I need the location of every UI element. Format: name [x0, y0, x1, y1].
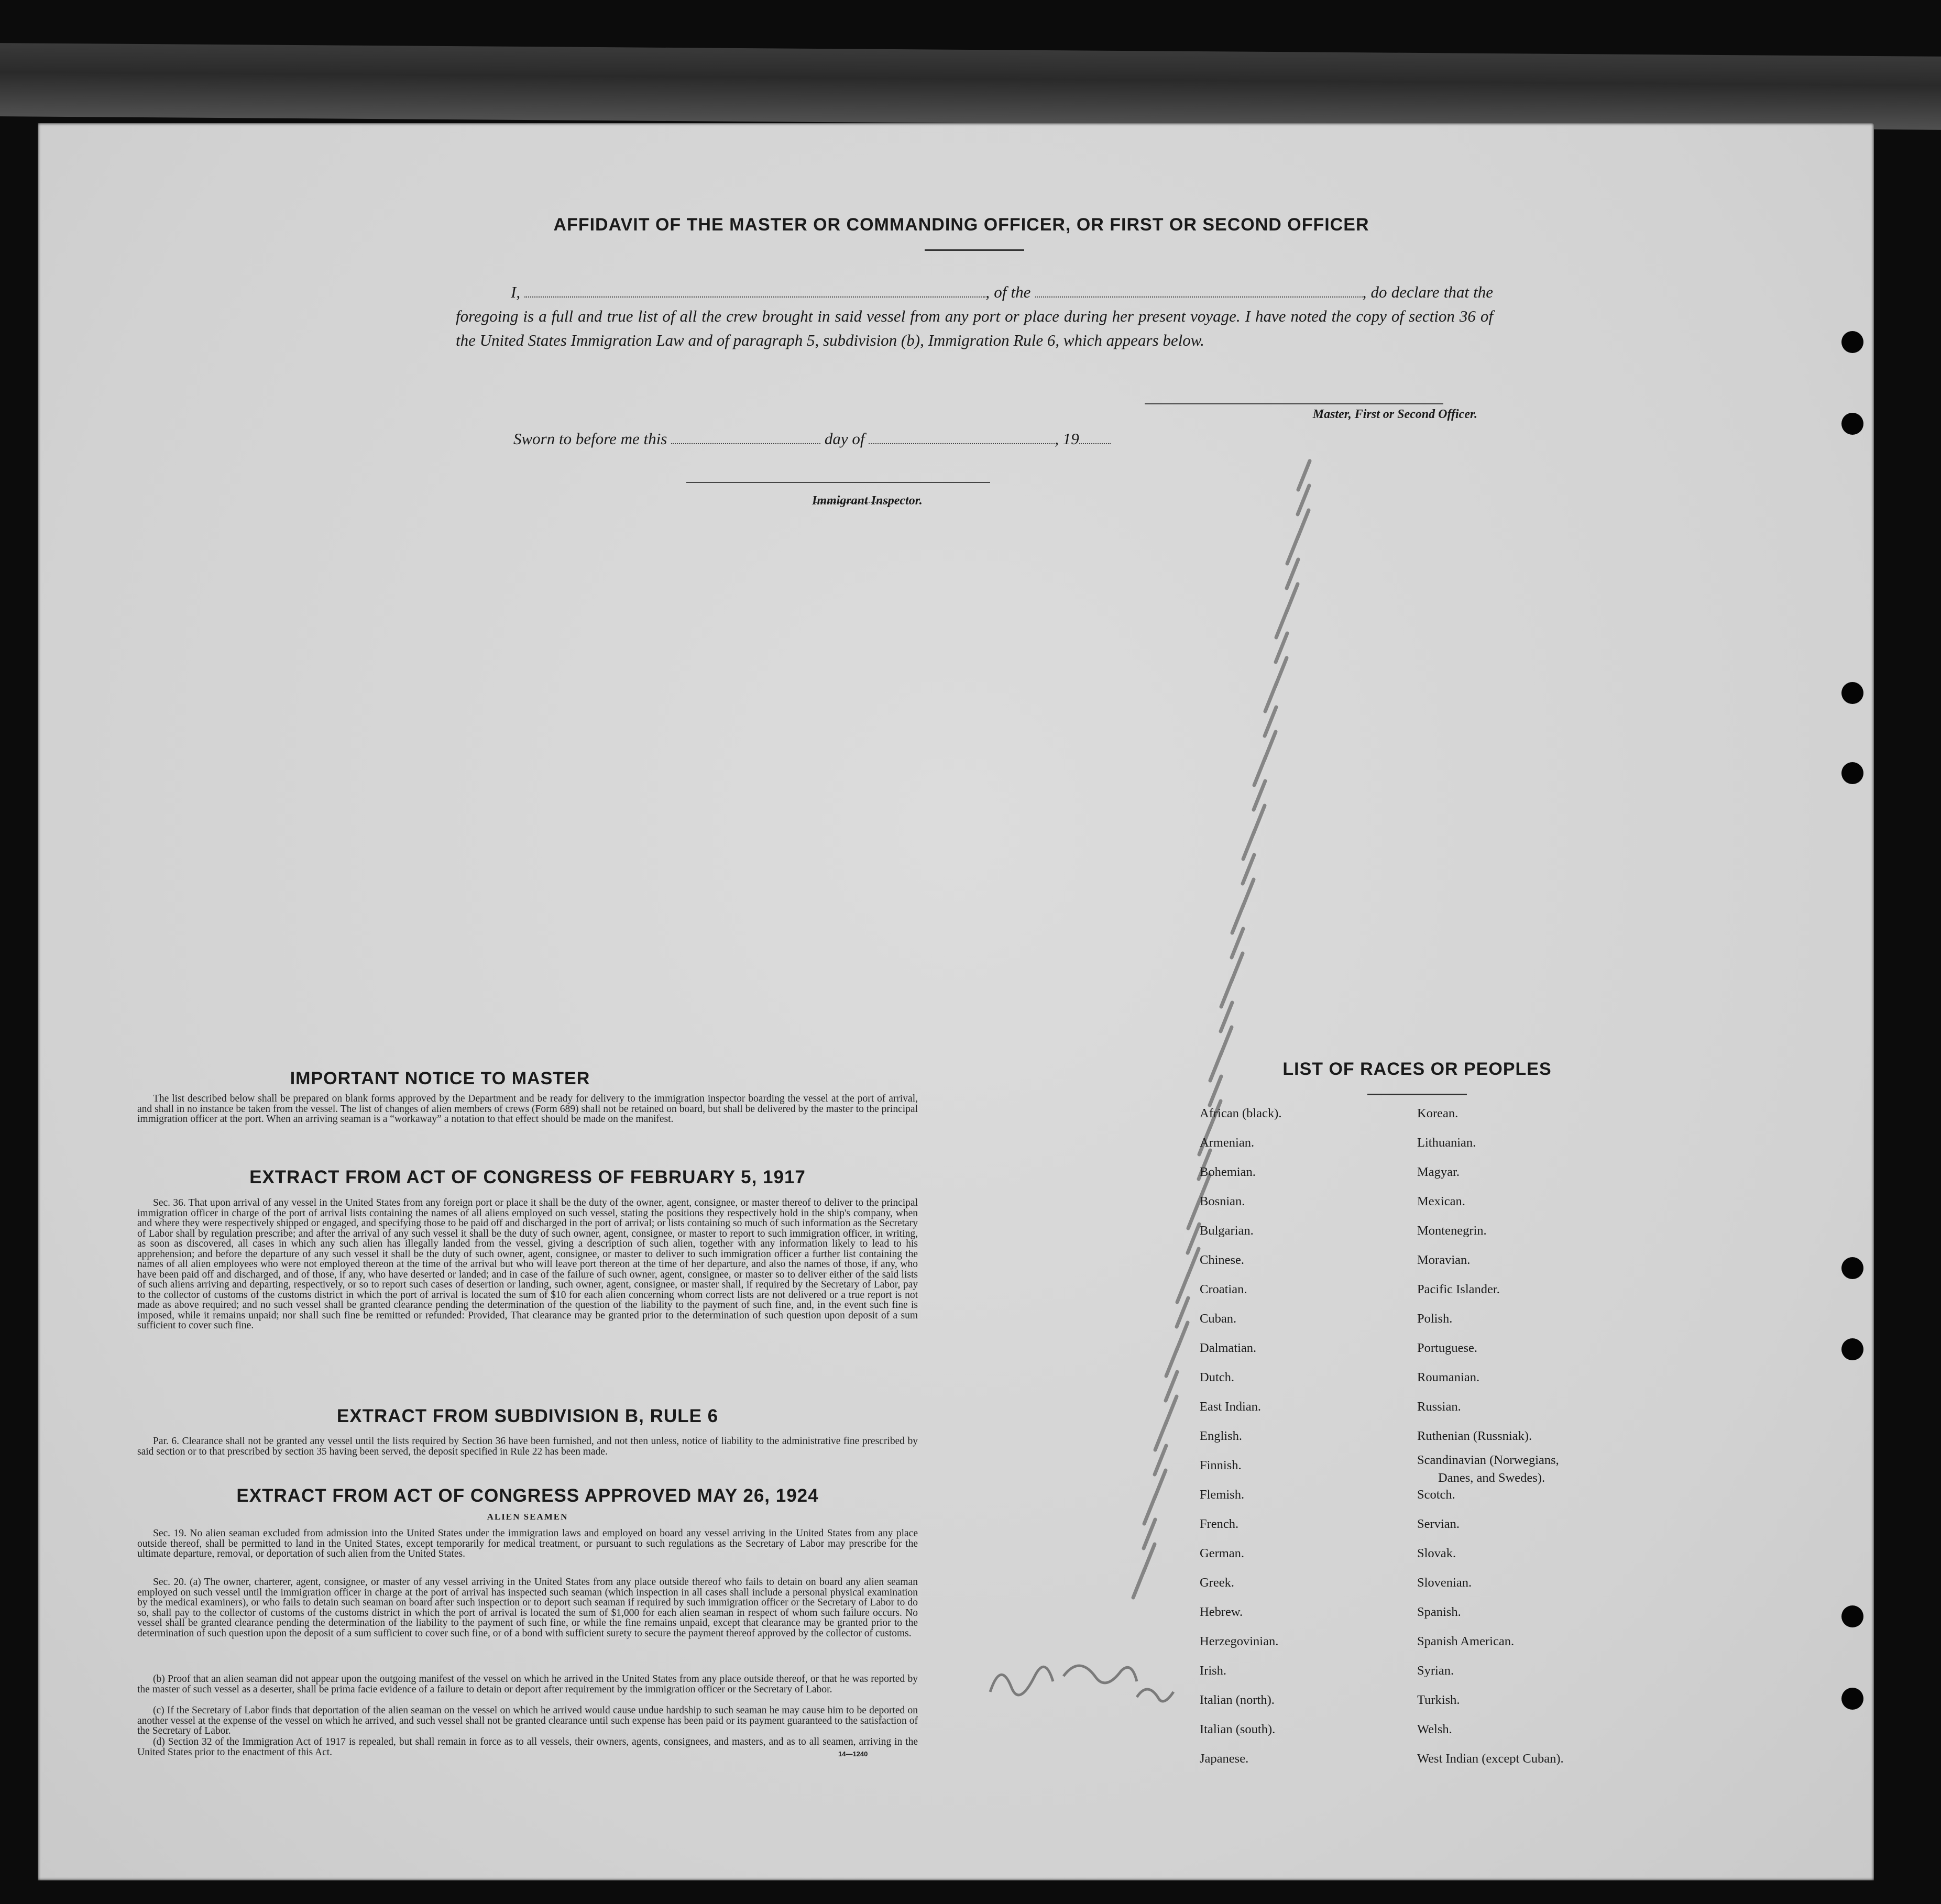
race-item: Scotch.	[1417, 1488, 1455, 1502]
race-item: Bosnian.	[1200, 1194, 1245, 1208]
race-item: Armenian.	[1200, 1136, 1255, 1150]
inspector-signature-line[interactable]	[686, 482, 990, 483]
race-item: Chinese.	[1200, 1253, 1245, 1267]
vessel-field[interactable]	[1035, 283, 1363, 298]
race-item: Welsh.	[1417, 1722, 1452, 1736]
race-item: Croatian.	[1200, 1282, 1247, 1296]
notice-text: The list described below shall be prepared on blank forms approved by the Department and be ready for delivery to the immigration inspector boarding the vessel at the port of arrival, and shall in no instance be taken from the vessel. The list of changes of alien members of crews (Form 689) shall not be retained on board, but shall be delivered by the master to the principal immigration officer at the port. When an arriving seaman is a “workaway” a notation to that effect should be made on the manifest.	[137, 1093, 918, 1125]
sworn-prefix: Sworn to before me this	[513, 430, 667, 448]
punch-hole	[1841, 1605, 1863, 1627]
race-item: Spanish American.	[1417, 1634, 1515, 1648]
race-item: Servian.	[1417, 1517, 1460, 1531]
extract-rule6-title: EXTRACT FROM SUBDIVISION B, RULE 6	[336, 1406, 719, 1426]
section-19-text: Sec. 19. No alien seaman excluded from admission into the United States under the immigration laws and employed on board any vessel arriving in the United States from any place outside thereof, shall be permitted to land in the United States, except temporarily for medical treatment, or pursuant to such regulations as the Secretary of Labor may prescribe for the ultimate departure, removal, or deportation of such alien from the United States.	[137, 1528, 918, 1559]
race-item: Korean.	[1417, 1106, 1459, 1120]
sworn-day-field[interactable]	[671, 430, 820, 444]
race-item: Ruthenian (Russniak).	[1417, 1429, 1532, 1443]
race-item: Moravian.	[1417, 1253, 1471, 1267]
sworn-month-field[interactable]	[869, 430, 1055, 444]
races-title-rule	[1367, 1094, 1467, 1095]
do-declare-label: , do declare	[1362, 283, 1440, 301]
race-item: Pacific Islander.	[1417, 1282, 1500, 1296]
race-item: Bohemian.	[1200, 1165, 1256, 1179]
race-item: Russian.	[1417, 1400, 1461, 1414]
extract-1924-title: EXTRACT FROM ACT OF CONGRESS APPROVED MAY 26, 1924	[236, 1485, 819, 1506]
extract-1917-title: EXTRACT FROM ACT OF CONGRESS OF FEBRUARY 5, 1917	[249, 1167, 806, 1187]
race-item: Polish.	[1417, 1312, 1453, 1326]
race-item: Portuguese.	[1417, 1341, 1477, 1355]
sworn-line	[513, 430, 1247, 448]
affidavit-declaration	[456, 280, 1493, 353]
race-item: Italian (south).	[1200, 1722, 1276, 1736]
race-item: Roumanian.	[1417, 1370, 1480, 1384]
race-item: Japanese.	[1200, 1752, 1249, 1766]
race-item: French.	[1200, 1517, 1239, 1531]
section-20c-text: (c) If the Secretary of Labor finds that deportation of the alien seaman on the vessel on which he arrived would cause undue hardship to such seaman he may cause him to be deported on another vessel at the expense of the vessel on which he arrived, and such vessel shall not be granted clearance until such expense has been paid or its payment guaranteed to the satisfaction of the Secretary of Labor.	[137, 1705, 918, 1736]
race-item: East Indian.	[1200, 1400, 1262, 1414]
signature-line[interactable]	[1145, 403, 1443, 404]
punch-hole	[1841, 682, 1863, 704]
race-item: English.	[1200, 1429, 1242, 1443]
paragraph-6-text: Par. 6. Clearance shall not be granted any vessel until the lists required by Section 36 have been furnished, and not then unless, notice of liability to the administrative fine prescribed by said section or to that prescribed by section 35 having been served, the deposit specified in Rule 22 has been made.	[137, 1436, 918, 1457]
alien-seamen-subtitle: ALIEN SEAMEN	[487, 1512, 568, 1522]
race-item: Slovenian.	[1417, 1576, 1472, 1590]
affidavit-title: AFFIDAVIT OF THE MASTER OR COMMANDING OFFICER, OR FIRST OR SECOND OFFICER	[553, 215, 1369, 235]
race-item: Flemish.	[1200, 1488, 1245, 1502]
race-item: African (black).	[1200, 1106, 1282, 1120]
section-20a-text: Sec. 20. (a) The owner, charterer, agent, consignee, or master of any vessel arriving in the United States from any place outside thereof who fails to detain on board any alien seaman employed on such vessel until the immigration officer in charge at the port of arrival has inspected such seaman (which inspection in all cases shall include a personal physical examination by the medical examiners), or who fails to detain such seaman on board after such inspection or to deport such seaman if required by such immigration officer or the Secretary of Labor to do so, shall pay to the collector of customs of the customs district in which the port of arrival is located the sum of $1,000 for each alien seaman in respect of whom such failure occurs. No vessel shall be granted clearance pending the determination of the liability to the payment of such fine, or while the fine remains unpaid, except that clearance may be granted prior to the determination of such question upon the deposit of a sum sufficient to cover such fine, or of a bond with sufficient surety to secure the payment thereof approved by the collector of customs.	[137, 1577, 918, 1639]
punch-hole	[1841, 413, 1863, 435]
title-rule	[925, 249, 1024, 251]
sworn-year-field[interactable]	[1079, 430, 1111, 444]
race-item: Hebrew.	[1200, 1605, 1243, 1619]
declaration-text: that the foregoing is a full and true list of all the crew brought in said vessel from any port or place during her present voyage. I have noted the copy of section 36 of the United States Immigration Law and of paragraph 5, subdivision (b), Immigration Rule 6, which appears below.	[456, 283, 1493, 349]
inspector-label: Immigrant Inspector.	[812, 494, 923, 508]
race-item: Mexican.	[1417, 1194, 1465, 1208]
of-the-label: , of the	[985, 283, 1031, 301]
race-item: Lithuanian.	[1417, 1136, 1476, 1150]
race-item: Finnish.	[1200, 1458, 1242, 1472]
punch-hole	[1841, 1257, 1863, 1279]
form-number: 14—1240	[838, 1750, 868, 1758]
punch-hole	[1841, 331, 1863, 353]
i-label: I,	[511, 283, 521, 301]
signature-label: Master, First or Second Officer.	[1312, 408, 1477, 421]
section-20b-text: (b) Proof that an alien seaman did not appear upon the outgoing manifest of the vessel on which he arrived in the United States from any place outside thereof, or that he was reported by the master of such vessel as a deserter, shall be prima facie evidence of a failure to detain or deport after requirement by the immigration officer or the Secretary of Labor.	[137, 1674, 918, 1695]
races-title: LIST OF RACES OR PEOPLES	[1282, 1059, 1552, 1079]
name-field[interactable]	[524, 283, 985, 298]
punch-hole	[1841, 1688, 1863, 1710]
day-of-label: day of	[824, 430, 865, 448]
year-prefix: , 19	[1055, 430, 1079, 448]
race-item: Herzegovinian.	[1200, 1634, 1279, 1648]
punch-hole	[1841, 1338, 1863, 1360]
race-item: Dutch.	[1200, 1370, 1234, 1384]
scanner-top-strip	[0, 43, 1941, 130]
race-item: Irish.	[1200, 1664, 1227, 1678]
race-item: Turkish.	[1417, 1693, 1460, 1707]
race-item: Slovak.	[1417, 1546, 1456, 1560]
punch-hole	[1841, 762, 1863, 784]
race-item: German.	[1200, 1546, 1245, 1560]
race-item: Scandinavian (Norwegians,	[1417, 1453, 1559, 1467]
race-item: West Indian (except Cuban).	[1417, 1752, 1564, 1766]
race-item: Greek.	[1200, 1576, 1234, 1590]
race-item: Spanish.	[1417, 1605, 1461, 1619]
race-item: Montenegrin.	[1417, 1224, 1487, 1238]
race-item: Cuban.	[1200, 1312, 1237, 1326]
race-item: Magyar.	[1417, 1165, 1460, 1179]
race-item: Danes, and Swedes).	[1438, 1471, 1545, 1485]
race-item: Dalmatian.	[1200, 1341, 1257, 1355]
section-36-text: Sec. 36. That upon arrival of any vessel in the United States from any foreign port or place it shall be the duty of the owner, agent, consignee, or master thereof to deliver to the principal immigration officer in charge of the port of arrival lists containing the names of all aliens employed on such vessel, stating the positions they respectively hold in the ship's company, when and where they were respectively shipped or engaged, and specifying those to be paid off and discharged in the port of arrival; or lists containing so much of such information as the Secretary of Labor shall by regulation prescribe; and after the arrival of any such vessel it shall be the duty of such owner, agent, consignee, or master to report to such immigration officer, in writing, as soon as discovered, all cases in which any such alien has illegally landed from the vessel, giving a description of such alien, together with any information likely to lead to his apprehension; and before the departure of any such vessel it shall be the duty of such owner, agent, consignee, or master to deliver to such immigration officer a further list containing the names of all alien employees who were not employed thereon at the time of the arrival but who will leave port thereon at the time of her departure, and also the names of those, if any, who have been paid off and discharged, and of those, if any, who have deserted or landed; and in case of the failure of such owner, agent, consignee, or master so to deliver either of the said lists of such aliens arriving and departing, respectively, or so to report such cases of desertion or landing, such owner, agent, consignee, or master shall, if required by the Secretary of Labor, pay to the collector of customs of the customs district in which the port of arrival is located the sum of $10 for each alien concerning whom correct lists are not delivered or a true report is not made as above required; and no such vessel shall be granted clearance pending the determination of the question of the liability to the payment of such fine, and, in the event such fine is imposed, while it remains unpaid; nor shall such fine be remitted or refunded: Provided, That clearance may be granted prior to the determination of such question upon deposit of a sum sufficient to cover such fine.	[137, 1197, 918, 1331]
race-item: Syrian.	[1417, 1664, 1454, 1678]
race-item: Italian (north).	[1200, 1693, 1275, 1707]
notice-title: IMPORTANT NOTICE TO MASTER	[290, 1069, 590, 1088]
race-item: Bulgarian.	[1200, 1224, 1254, 1238]
section-20d-text: (d) Section 32 of the Immigration Act of 1917 is repealed, but shall remain in force as to all vessels, their owners, agents, consignees, and masters, and as to all seamen, arriving in the United States prior to the enactment of this Act.	[137, 1736, 918, 1758]
